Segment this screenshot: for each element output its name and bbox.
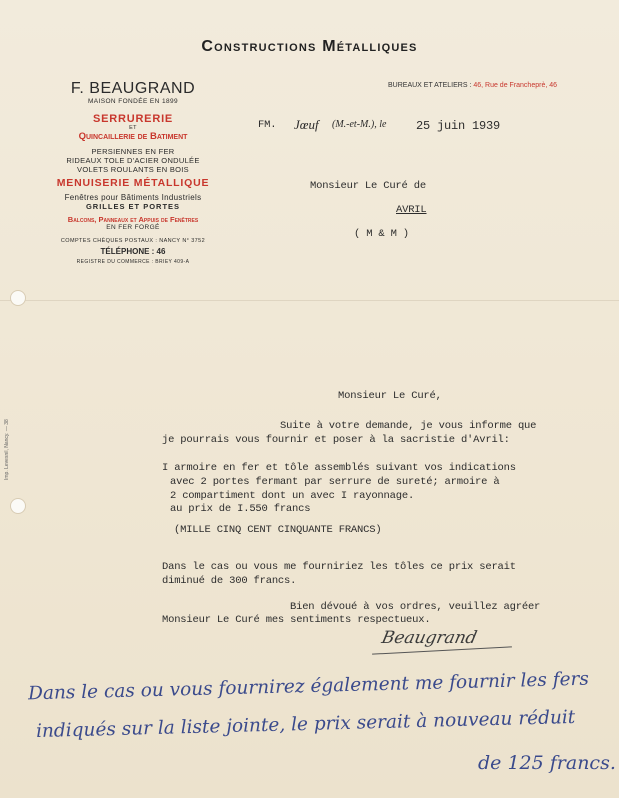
date-region: (M.-et-M.), le — [332, 119, 387, 130]
amount-in-words: (MILLE CINQ CENT CINQUANTE FRANCS) — [174, 524, 382, 536]
date-value: 25 juin 1939 — [416, 119, 501, 133]
company-letterhead — [28, 80, 238, 265]
closing-line-1: Bien dévoué à vos ordres, veuillez agréer — [290, 601, 541, 613]
paragraph-2-line-4: au prix de I.550 francs — [170, 503, 311, 515]
grilles-line: GRILLES ET PORTES — [85, 202, 181, 211]
signature — [372, 624, 522, 664]
recipient-line-3: ( M & M ) — [354, 228, 409, 240]
serrurerie-heading: SERRURERIE — [92, 113, 174, 125]
balcons-line: Balcons, Panneaux et Appuis de Fenêtres — [67, 215, 199, 224]
paragraph-1-line-1: Suite à votre demande, je vous informe que — [280, 420, 537, 432]
registre-line: REGISTRE DU COMMERCE : BRIEY 409-A — [76, 259, 190, 265]
quincaillerie-heading: Quincaillerie de Batiment — [78, 131, 188, 142]
comptes-cheques: COMPTES CHÈQUES POSTAUX : NANCY N° 3752 — [60, 238, 206, 244]
printer-mark: Imp. Levesnil, Nancy. — 38 — [4, 419, 10, 480]
paragraph-2-line-1: I armoire en fer et tôle assemblés suivant vos indications — [162, 462, 516, 474]
punch-hole-top — [10, 290, 26, 306]
date-prefix: FM. — [258, 119, 277, 131]
telephone-line: TÉLÉPHONE : 46 — [100, 247, 166, 256]
bureaux-street: 46, Rue de Francheprè, 46 — [473, 82, 558, 89]
paper-crease — [0, 300, 619, 301]
recipient-line-2: AVRIL — [396, 204, 427, 216]
handwritten-line-3: de 125 francs. — [478, 752, 616, 774]
date-place: Jœuf — [294, 117, 319, 132]
fer-forge-line: EN FER FORGÉ — [106, 224, 160, 231]
closing-line-2: Monsieur Le Curé mes sentiments respectueux. — [162, 614, 431, 626]
punch-hole-bottom — [10, 498, 26, 514]
letterhead-title: Constructions Métalliques — [201, 38, 418, 55]
menuiserie-heading: MENUISERIE MÉTALLIQUE — [56, 177, 210, 189]
paragraph-3-line-1: Dans le cas ou vous me fourniriez les tôles ce prix serait — [162, 561, 516, 573]
paragraph-2-line-3: 2 compartiment dont un avec I rayonnage. — [170, 490, 415, 502]
bureaux-address — [388, 82, 557, 89]
date-line — [258, 117, 526, 135]
signature-text: Beaugrand — [379, 628, 479, 648]
bureaux-label: BUREAUX ET ATELIERS : — [388, 82, 472, 89]
handwritten-line-1: Dans le cas ou vous fournirez également me fournir les fers — [27, 668, 590, 705]
recipient-line-1: Monsieur Le Curé de — [310, 180, 426, 192]
company-name: F. BEAUGRAND — [70, 80, 196, 97]
salutation: Monsieur Le Curé, — [338, 390, 442, 402]
paragraph-2-line-2: avec 2 portes fermant par serrure de sureté; armoire à — [170, 476, 500, 488]
products-line-1: PERSIENNES EN FER — [91, 147, 175, 156]
paragraph-1-line-2: je pourrais vous fournir et poser à la sacristie d'Avril: — [162, 434, 510, 446]
products-line-2: RIDEAUX TOLE D'ACIER ONDULÉE — [66, 156, 200, 165]
et-label: ET — [129, 125, 137, 131]
fenetres-line: Fenêtres pour Bâtiments Industriels — [64, 193, 202, 202]
handwritten-line-2: indiqués sur la liste jointe, le prix serait à nouveau réduit — [35, 706, 576, 743]
paragraph-3-line-2: diminué de 300 francs. — [162, 575, 297, 587]
products-line-3: VOLETS ROULANTS EN BOIS — [77, 165, 189, 174]
company-founded: MAISON FONDÉE EN 1899 — [87, 98, 179, 105]
